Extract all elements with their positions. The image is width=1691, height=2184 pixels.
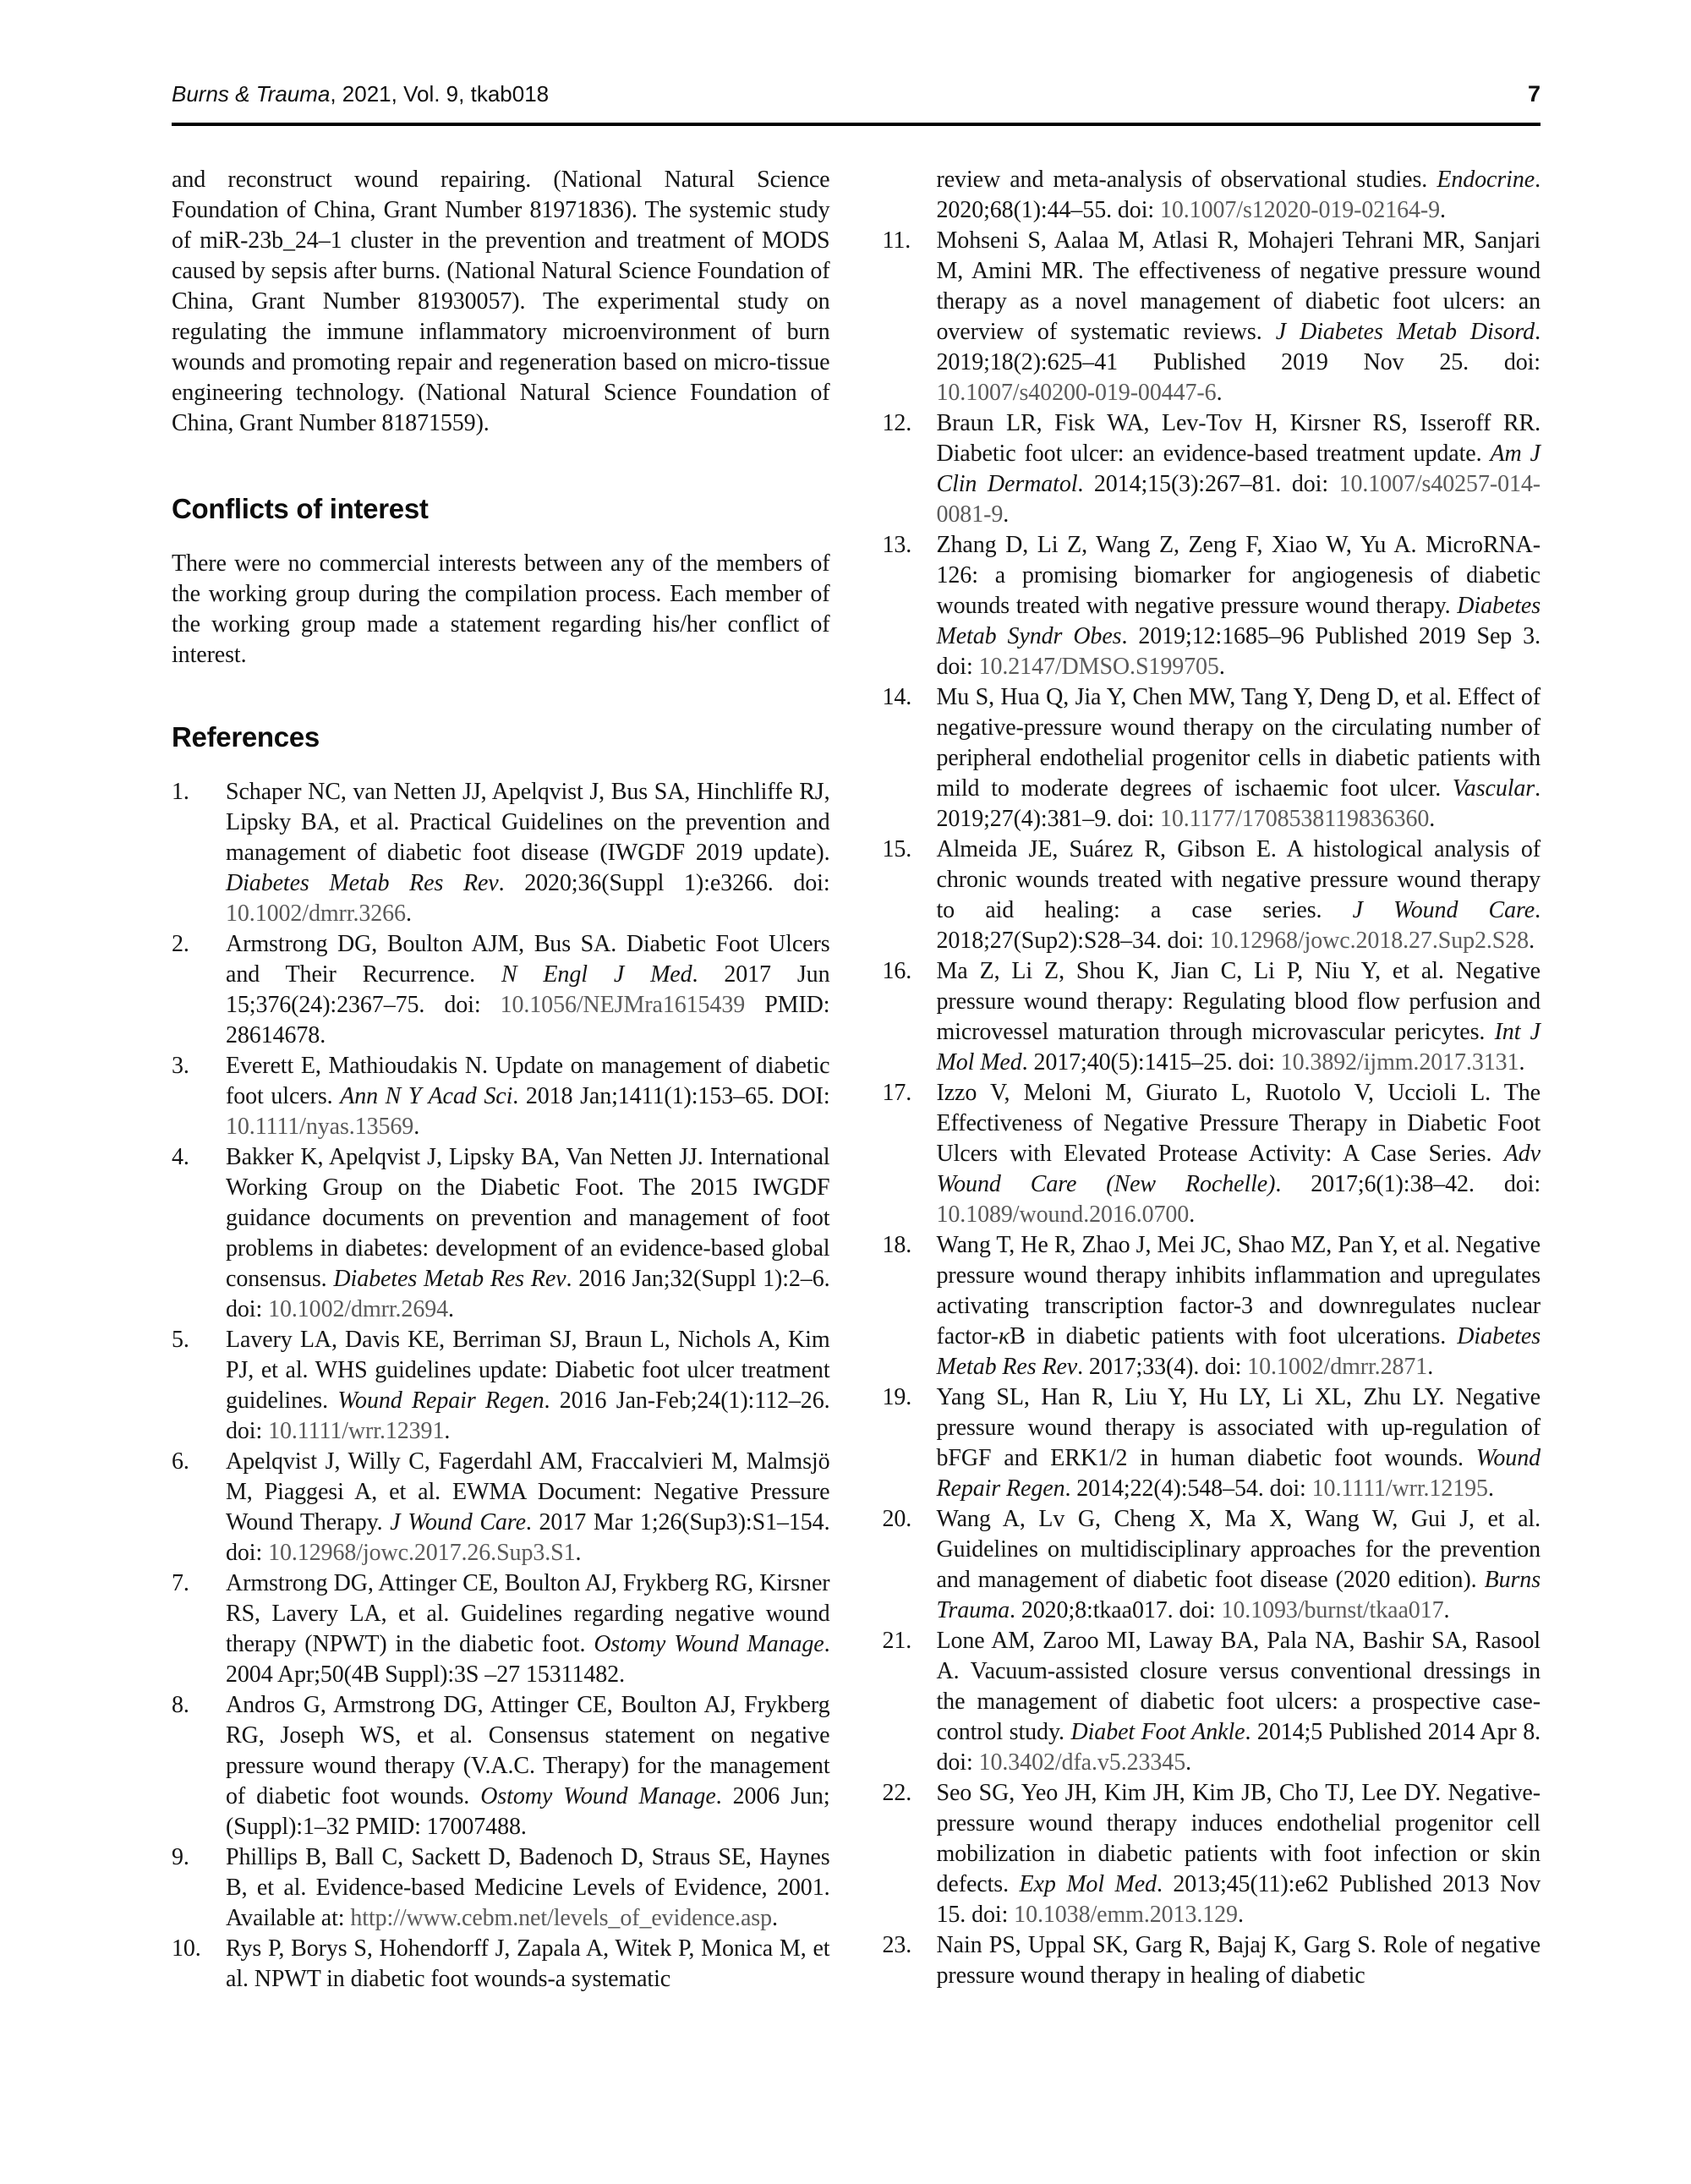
reference-text: . bbox=[1443, 1597, 1450, 1623]
reference-text: Schaper NC, van Netten JJ, Apelqvist J, Bus SA, Hinchliffe RJ, Lipsky BA, et al. Practical Guidelines on the prevention and management of diabetic foot disease (IWGDF 2019 update). bbox=[226, 779, 830, 866]
reference-number: 11. bbox=[882, 227, 911, 254]
reference-text: . 2004 Apr;50(4B Suppl):3S –27 15311482. bbox=[226, 1631, 830, 1688]
reference-text: Armstrong DG, Boulton AJM, Bus SA. Diabetic Foot Ulcers and Their Recurrence. bbox=[226, 931, 830, 988]
journal-name-italic: Ostomy Wound Manage bbox=[594, 1631, 824, 1657]
journal-name-italic: Ostomy Wound Manage bbox=[480, 1783, 716, 1809]
reference-number: 8. bbox=[172, 1692, 189, 1718]
reference-body bbox=[226, 1570, 830, 1688]
page-header bbox=[172, 81, 1541, 107]
reference-text: Apelqvist J, Willy C, Fagerdahl AM, Fraccalvieri M, Malmsjö M, Piaggesi A, et al. EWMA Document: Negative Pressure Wound Therapy. bbox=[226, 1448, 830, 1535]
journal-name-italic: Endocrine bbox=[1437, 167, 1535, 193]
reference-number: 7. bbox=[172, 1570, 189, 1596]
doi-link[interactable]: 10.1007/s12020-019-02164-9 bbox=[1159, 197, 1441, 223]
reference-text: . 2017;40(5):1415–25. doi: bbox=[1021, 1049, 1281, 1076]
reference-item bbox=[883, 408, 1541, 530]
running-head bbox=[172, 81, 549, 107]
reference-item bbox=[172, 1447, 830, 1568]
reference-text: . bbox=[1216, 380, 1223, 406]
reference-item bbox=[172, 1568, 830, 1690]
journal-name-italic: Diabetes Metab Res Rev bbox=[226, 870, 499, 896]
reference-item bbox=[883, 956, 1541, 1078]
reference-text: Zhang D, Li Z, Wang Z, Zeng F, Xiao W, Yu A. MicroRNA-126: a promising biomarker for angiogenesis of diabetic wounds treated with negative pressure wound therapy. bbox=[936, 532, 1541, 619]
reference-text: Wang T, He R, Zhao J, Mei JC, Shao MZ, Pan Y, et al. Negative pressure wound therapy inhibits inflammation and upregulates activating transcription factor-3 and downregulates nuclear factor- bbox=[936, 1232, 1541, 1349]
reference-text: . bbox=[1003, 501, 1010, 528]
reference-item bbox=[172, 1690, 830, 1842]
conflicts-heading: Conflicts of interest bbox=[172, 493, 429, 524]
journal-name-italic: Vascular bbox=[1452, 775, 1535, 802]
reference-body bbox=[226, 1053, 830, 1140]
reference-text: PMID: 28614678. bbox=[226, 992, 830, 1048]
journal-name-italic: Exp Mol Med bbox=[1019, 1871, 1157, 1897]
reference-item bbox=[172, 1934, 830, 1995]
reference-body bbox=[226, 1935, 830, 1992]
reference-body bbox=[937, 1932, 1541, 1989]
reference-number: 6. bbox=[172, 1448, 189, 1475]
reference-body bbox=[937, 1506, 1541, 1623]
reference-text: Lavery LA, Davis KE, Berriman SJ, Braun L, Nichols A, Kim PJ, et al. WHS guidelines update: Diabetic foot ulcer treatment guidelines. bbox=[226, 1327, 830, 1414]
reference-10-continuation bbox=[883, 165, 1541, 226]
reference-body bbox=[937, 836, 1541, 954]
journal-name-italic: κ bbox=[998, 1323, 1010, 1349]
reference-item bbox=[883, 1930, 1541, 1991]
doi-link[interactable]: 10.1002/dmrr.3266 bbox=[226, 900, 406, 927]
reference-item bbox=[883, 530, 1541, 682]
doi-link[interactable]: 10.1093/burnst/tkaa017 bbox=[1221, 1597, 1444, 1623]
reference-text: . 2014;22(4):548–54. doi: bbox=[1064, 1475, 1312, 1502]
right-column bbox=[883, 165, 1541, 1995]
journal-name-italic: Int J Mol Med bbox=[936, 1019, 1541, 1076]
reference-text: . bbox=[448, 1296, 454, 1322]
reference-text: Yang SL, Han R, Liu Y, Hu LY, Li XL, Zhu LY. Negative pressure wound therapy is associated with up-regulation of bFGF and ERK1/2 in human diabetic foot wounds. bbox=[936, 1384, 1541, 1471]
reference-item bbox=[883, 1504, 1541, 1626]
reference-text: . 2020;36(Suppl 1):e3266. doi: bbox=[498, 870, 830, 896]
reference-body bbox=[937, 684, 1541, 832]
journal-name-italic: Wound Repair Regen bbox=[936, 1445, 1541, 1502]
reference-body bbox=[226, 1844, 830, 1931]
left-column bbox=[172, 165, 830, 1995]
reference-item bbox=[172, 1842, 830, 1934]
references-heading: References bbox=[172, 721, 320, 753]
page-number: 7 bbox=[1527, 81, 1541, 107]
reference-number: 13. bbox=[882, 532, 912, 558]
reference-number: 5. bbox=[172, 1327, 189, 1353]
reference-body bbox=[937, 1384, 1541, 1502]
reference-body bbox=[937, 1232, 1541, 1380]
reference-number: 17. bbox=[882, 1080, 912, 1106]
doi-link[interactable]: 10.1007/s40200-019-00447-6 bbox=[936, 380, 1217, 406]
doi-link[interactable]: 10.1177/1708538119836360 bbox=[1159, 806, 1430, 832]
reference-number: 2. bbox=[172, 931, 189, 957]
reference-text: . bbox=[1237, 1902, 1244, 1928]
reference-body bbox=[226, 779, 830, 927]
doi-link[interactable]: 10.1089/wound.2016.0700 bbox=[936, 1201, 1190, 1228]
journal-name-italic: Diabetes Metab Res Rev bbox=[333, 1266, 566, 1292]
journal-name-italic: Diabetes Metab Res Rev bbox=[936, 1323, 1541, 1380]
reference-text: Everett E, Mathioudakis N. Update on management of diabetic foot ulcers. bbox=[226, 1053, 830, 1109]
references-list-right bbox=[883, 226, 1541, 1991]
reference-text: . 2019;27(4):381–9. doi: bbox=[936, 775, 1541, 832]
doi-link[interactable]: 10.1007/s40257-014-0081-9 bbox=[936, 471, 1541, 528]
doi-link[interactable]: 10.1002/dmrr.2871 bbox=[1247, 1354, 1428, 1380]
reference-item bbox=[172, 1325, 830, 1447]
reference-text: . bbox=[405, 900, 412, 927]
reference-text: . 2019;12:1685–96 Published 2019 Sep 3. doi: bbox=[936, 623, 1541, 680]
journal-citation-info: , 2021, Vol. 9, tkab018 bbox=[330, 81, 550, 107]
reference-body bbox=[937, 1080, 1541, 1228]
reference-text: . 2006 Jun;(Suppl):1–32 PMID: 17007488. bbox=[226, 1783, 830, 1840]
doi-link[interactable]: 10.12968/jowc.2017.26.Sup3.S1 bbox=[268, 1540, 576, 1566]
journal-name-italic: Ann N Y Acad Sci bbox=[340, 1083, 513, 1109]
reference-text: . 2017;33(4). doi: bbox=[1077, 1354, 1248, 1380]
reference-body bbox=[937, 410, 1541, 528]
journal-name-italic: Diabetes Metab Syndr Obes bbox=[936, 593, 1541, 649]
doi-link[interactable]: 10.2147/DMSO.S199705 bbox=[978, 654, 1219, 680]
reference-text: Braun LR, Fisk WA, Lev-Tov H, Kirsner RS, Isseroff RR. Diabetic foot ulcer: an evidence-based treatment update. bbox=[936, 410, 1541, 467]
doi-link[interactable]: 10.3892/ijmm.2017.3131 bbox=[1280, 1049, 1519, 1076]
doi-link[interactable]: 10.1111/wrr.12391 bbox=[268, 1418, 445, 1444]
reference-item bbox=[883, 1626, 1541, 1778]
doi-link[interactable]: 10.1002/dmrr.2694 bbox=[268, 1296, 449, 1322]
reference-text: . 2018;27(Sup2):S28–34. doi: bbox=[936, 897, 1541, 954]
reference-body bbox=[937, 1780, 1541, 1928]
journal-name-italic: N Engl J Med bbox=[501, 961, 692, 988]
reference-text: . 2017 Mar 1;26(Sup3):S1–154. doi: bbox=[226, 1509, 830, 1566]
reference-number: 14. bbox=[882, 684, 912, 710]
reference-text: Seo SG, Yeo JH, Kim JH, Kim JB, Cho TJ, Lee DY. Negative-pressure wound therapy induces endothelial progenitor cell mobilization in diabetic patients with foot infection or skin defects. bbox=[936, 1780, 1541, 1897]
reference-item bbox=[883, 682, 1541, 835]
journal-name-italic: J Diabetes Metab Disord bbox=[1275, 319, 1535, 345]
reference-number: 15. bbox=[882, 836, 912, 862]
reference-text: Bakker K, Apelqvist J, Lipsky BA, Van Netten JJ. International Working Group on the Diabetic Foot. The 2015 IWGDF guidance documents on prevention and management of foot problems in diabetes: development of an evidence-based global consensus. bbox=[226, 1144, 830, 1292]
journal-name-italic: J Wound Care bbox=[1352, 897, 1535, 923]
journal-name-italic: Burns Trauma bbox=[936, 1567, 1541, 1623]
reference-item bbox=[172, 1142, 830, 1325]
journal-name-italic: Am J Clin Dermatol bbox=[936, 441, 1541, 497]
reference-item bbox=[172, 777, 830, 929]
reference-text: . bbox=[1189, 1201, 1196, 1228]
journal-name-italic: Adv Wound Care (New Rochelle) bbox=[936, 1141, 1541, 1197]
reference-body bbox=[937, 958, 1541, 1076]
reference-number: 10. bbox=[172, 1935, 201, 1962]
reference-item bbox=[883, 1230, 1541, 1382]
reference-text: Mohseni S, Aalaa M, Atlasi R, Mohajeri Tehrani MR, Sanjari M, Amini MR. The effectiveness of negative pressure wound therapy as a novel management of diabetic foot ulcers: an overview of systematic reviews. bbox=[936, 227, 1541, 345]
reference-text: Ma Z, Li Z, Shou K, Jian C, Li P, Niu Y, et al. Negative pressure wound therapy: Regulating blood flow perfusion and microvessel maturation through microvascular pericytes. bbox=[936, 958, 1541, 1045]
reference-text: . 2020;8:tkaa017. doi: bbox=[1010, 1597, 1222, 1623]
reference-item bbox=[883, 1382, 1541, 1504]
reference-text: . 2019;18(2):625–41 Published 2019 Nov 25. doi: bbox=[936, 319, 1541, 375]
two-column-body bbox=[172, 165, 1541, 1995]
reference-text: Wang A, Lv G, Cheng X, Ma X, Wang W, Gui J, et al. Guidelines on multidisciplinary approaches for the prevention and management of diabetic foot disease (2020 edition). bbox=[936, 1506, 1541, 1593]
reference-text: . bbox=[771, 1905, 778, 1931]
reference-text: Andros G, Armstrong DG, Attinger CE, Boulton AJ, Frykberg RG, Joseph WS, et al. Consensus statement on negative pressure wound therapy (V.A.C. Therapy) for the management of diabetic foot wounds. bbox=[226, 1692, 830, 1809]
reference-number: 3. bbox=[172, 1053, 189, 1079]
reference-body bbox=[937, 227, 1541, 406]
reference-body bbox=[226, 1144, 830, 1322]
reference-text: . bbox=[1529, 928, 1535, 954]
reference-number: 18. bbox=[882, 1232, 912, 1258]
reference-text: Lone AM, Zaroo MI, Laway BA, Pala NA, Bashir SA, Rasool A. Vacuum-assisted closure versus conventional dressings in the management of diabetic foot ulcers: a prospective case-control study. bbox=[936, 1628, 1541, 1745]
reference-text: . bbox=[1218, 654, 1225, 680]
conflicts-paragraph: There were no commercial interests between any of the members of the working group during the compilation process. Each member of the working group made a statement regarding his/her conflict of interest. bbox=[172, 550, 830, 668]
reference-item bbox=[883, 1078, 1541, 1230]
reference-text: . 2013;45(11):e62 Published 2013 Nov 15. doi: bbox=[936, 1871, 1541, 1928]
reference-text: B in diabetic patients with foot ulcerations. bbox=[1010, 1323, 1458, 1349]
doi-link[interactable]: 10.1038/emm.2013.129 bbox=[1014, 1902, 1238, 1928]
reference-text: . 2014;15(3):267–81. doi: bbox=[1077, 471, 1339, 497]
reference-text: . bbox=[444, 1418, 451, 1444]
references-list-left bbox=[172, 777, 830, 1995]
reference-text: . bbox=[1185, 1749, 1192, 1776]
reference-text: Izzo V, Meloni M, Giurato L, Ruotolo V, Uccioli L. The Effectiveness of Negative Pressure Therapy in Diabetic Foot Ulcers with Elevated Protease Activity: A Case Series. bbox=[936, 1080, 1541, 1167]
reference-item bbox=[883, 835, 1541, 956]
reference-item bbox=[883, 226, 1541, 408]
reference-text: . 2016 Jan;32(Suppl 1):2–6. doi: bbox=[226, 1266, 830, 1322]
doi-link[interactable]: 10.3402/dfa.v5.23345 bbox=[978, 1749, 1186, 1776]
reference-body bbox=[226, 1448, 830, 1566]
reference-number: 9. bbox=[172, 1844, 189, 1870]
reference-item bbox=[172, 929, 830, 1051]
reference-body bbox=[937, 532, 1541, 680]
header-rule bbox=[172, 123, 1541, 126]
reference-text: . 2017 Jun 15;376(24):2367–75. doi: bbox=[226, 961, 830, 1018]
reference-item bbox=[883, 1778, 1541, 1930]
reference-number: 23. bbox=[882, 1932, 912, 1958]
reference-body bbox=[226, 1327, 830, 1444]
reference-number: 4. bbox=[172, 1144, 189, 1170]
reference-number: 19. bbox=[882, 1384, 912, 1410]
reference-text: . 2014;5 Published 2014 Apr 8. doi: bbox=[936, 1719, 1541, 1776]
reference-number: 12. bbox=[882, 410, 912, 436]
reference-text: Mu S, Hua Q, Jia Y, Chen MW, Tang Y, Deng D, et al. Effect of negative-pressure wound therapy on the circulating number of peripheral endothelial progenitor cells in diabetic patients with mild to moderate degrees of ischaemic foot ulcer. bbox=[936, 684, 1541, 802]
journal-name-italic: J Wound Care bbox=[390, 1509, 526, 1535]
doi-link[interactable]: 10.1056/NEJMra1615439 bbox=[500, 992, 746, 1018]
reference-number: 22. bbox=[882, 1780, 912, 1806]
reference-text: . bbox=[575, 1540, 582, 1566]
journal-name-italic: Wound Repair Regen bbox=[337, 1388, 545, 1414]
reference-body bbox=[937, 1628, 1541, 1776]
reference-text: . bbox=[1487, 1475, 1494, 1502]
reference-text: . 2020;68(1):44–55. doi: bbox=[936, 167, 1541, 223]
reference-text: . bbox=[413, 1114, 420, 1140]
journal-name-italic: Diabet Foot Ankle bbox=[1070, 1719, 1245, 1745]
reference-number: 1. bbox=[172, 779, 189, 805]
reference-text: Rys P, Borys S, Hohendorff J, Zapala A, Witek P, Monica M, et al. NPWT in diabetic foot wounds-a systematic bbox=[226, 1935, 830, 1992]
reference-item bbox=[172, 1051, 830, 1142]
journal-title: Burns & Trauma bbox=[172, 81, 331, 107]
reference-number: 16. bbox=[882, 958, 912, 984]
reference-text: . bbox=[1519, 1049, 1525, 1076]
reference-text: . 2016 Jan-Feb;24(1):112–26. doi: bbox=[226, 1388, 830, 1444]
reference-text: Almeida JE, Suárez R, Gibson E. A histological analysis of chronic wounds treated with negative pressure wound therapy to aid healing: a case series. bbox=[936, 836, 1541, 923]
funding-paragraph: and reconstruct wound repairing. (National Natural Science Foundation of China, Grant Number 81971836). The systemic study of miR-23b_24–1 cluster in the prevention and treatment of MODS caused by sepsis after burns. (National Natural Science Foundation of China, Grant Number 81930057). The experimental study on regulating the immune inflammatory microenvironment of burn wounds and promoting repair and regeneration based on micro-tissue engineering technology. (National Natural Science Foundation of China, Grant Number 81871559). bbox=[172, 167, 830, 436]
doi-link[interactable]: 10.12968/jowc.2018.27.Sup2.S28 bbox=[1209, 928, 1530, 954]
reference-text: . bbox=[1427, 1354, 1434, 1380]
reference-text: Nain PS, Uppal SK, Garg R, Bajaj K, Garg S. Role of negative pressure wound therapy in healing of diabetic bbox=[936, 1932, 1541, 1989]
doi-link[interactable]: http://www.cebm.net/levels_of_evidence.asp bbox=[350, 1905, 772, 1931]
reference-number: 21. bbox=[882, 1628, 912, 1654]
reference-text: . 2017;6(1):38–42. doi: bbox=[1275, 1171, 1541, 1197]
reference-body bbox=[226, 1692, 830, 1840]
reference-text: . bbox=[1440, 197, 1446, 223]
reference-text: Phillips B, Ball C, Sackett D, Badenoch D, Straus SE, Haynes B, et al. Evidence-based Medicine Levels of Evidence, 2001. Available at: bbox=[226, 1844, 830, 1931]
reference-text: . 2018 Jan;1411(1):153–65. DOI: bbox=[512, 1083, 830, 1109]
doi-link[interactable]: 10.1111/nyas.13569 bbox=[226, 1114, 414, 1140]
reference-body bbox=[226, 931, 830, 1048]
reference-text: review and meta-analysis of observational studies. bbox=[936, 167, 1437, 193]
reference-number: 20. bbox=[882, 1506, 912, 1532]
reference-text: . bbox=[1429, 806, 1436, 832]
doi-link[interactable]: 10.1111/wrr.12195 bbox=[1311, 1475, 1488, 1502]
reference-text: Armstrong DG, Attinger CE, Boulton AJ, Frykberg RG, Kirsner RS, Lavery LA, et al. Guidelines regarding negative wound therapy (NPWT) in the diabetic foot. bbox=[226, 1570, 830, 1657]
